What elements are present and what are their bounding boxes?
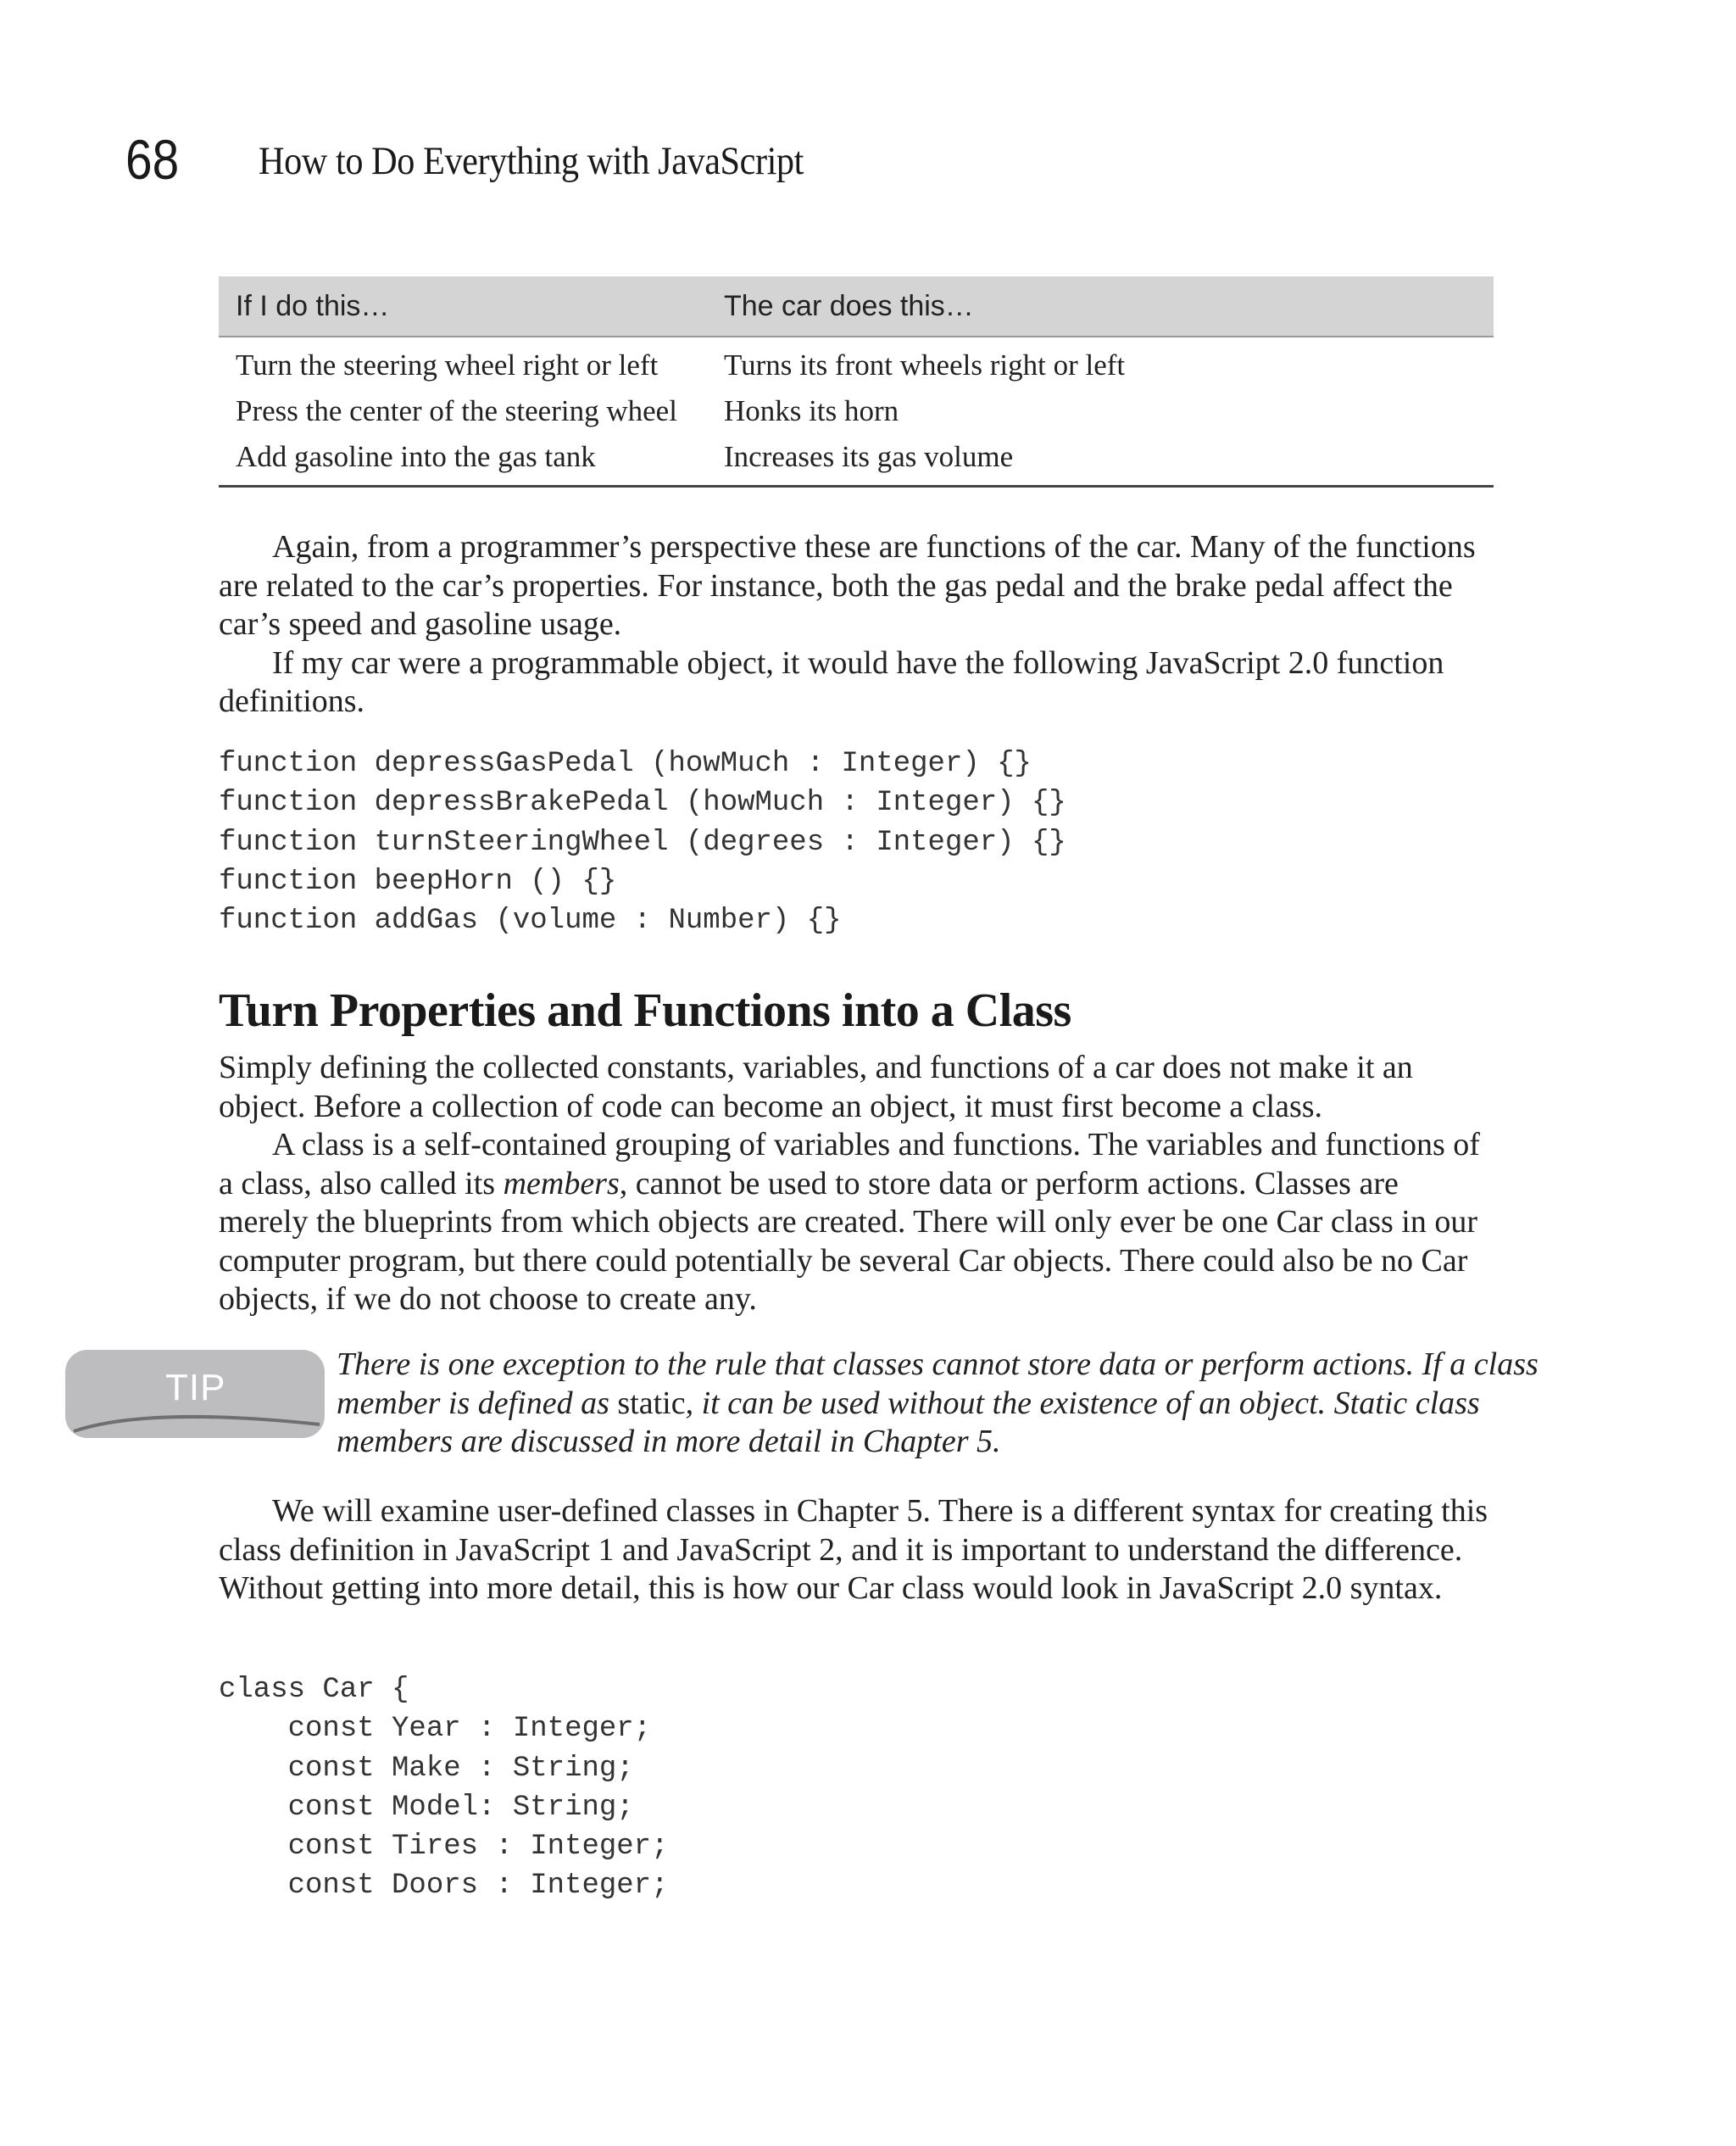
code-block-class-car: class Car { const Year : Integer; const Make : String; const Model: String; const Tires : Integer; const Doors : Integer; bbox=[219, 1674, 669, 1903]
table-cell: Honks its horn bbox=[724, 394, 899, 427]
paragraph: Simply defining the collected constants, variables, and functions of a car does not make it an object. Before a collection of code can become an object, it must first become a class. bbox=[219, 1050, 1413, 1124]
table-header-result: The car does this… bbox=[707, 276, 1494, 337]
table-row bbox=[219, 337, 1494, 388]
page-number: 68 bbox=[125, 128, 180, 191]
paragraph: A class is a self-contained grouping of variables and functions. The variables and functions of a class, also called its members, cannot be used to store data or perform actions. Classes are merely the blueprints from which objects are created. There will only ever be one Car class in our computer program, but there could potentially be several Car objects. There could also be no Car objects, if we do not choose to create any. bbox=[219, 1127, 1480, 1317]
table-cell: Increases its gas volume bbox=[707, 434, 1494, 487]
paragraph: We will examine user-defined classes in Chapter 5. There is a different syntax for creating this class definition in JavaScript 1 and JavaScript 2, and it is important to understand the difference. Without getting into more detail, this is how our Car class would look in JavaScript 2.0 syntax. bbox=[219, 1493, 1488, 1606]
table-cell: Turn the steering wheel right or left bbox=[236, 348, 659, 382]
car-functions-table bbox=[219, 276, 1494, 488]
tip-label: TIP bbox=[165, 1367, 226, 1408]
section-heading: Turn Properties and Functions into a Class bbox=[219, 984, 1071, 1037]
tip-badge bbox=[65, 1350, 325, 1438]
table-header-action: If I do this… bbox=[219, 276, 707, 337]
book-title: How to Do Everything with JavaScript bbox=[259, 139, 804, 183]
section-paragraphs bbox=[219, 1049, 1494, 1319]
static-keyword: static bbox=[617, 1385, 686, 1421]
table-cell: Press the center of the steering wheel bbox=[236, 394, 677, 427]
table-header-row bbox=[219, 276, 1494, 337]
intro-paragraphs bbox=[219, 528, 1494, 722]
code-block-functions: function depressGasPedal (howMuch : Integer) {} function depressBrakePedal (howMuch : Integer) {} function turnSteeringWheel (degrees : Integer) {} function beepHorn () {} function addGas (volume : Number) {} bbox=[219, 748, 1066, 938]
table-cell: Add gasoline into the gas tank bbox=[219, 434, 707, 487]
tip-text: There is one exception to the rule that classes cannot store data or perform actions. If a class member is defined as static, it can be used without the existence of an object. Static class members are discussed in more detail in Chapter 5. bbox=[337, 1346, 1538, 1459]
members-term: members bbox=[503, 1165, 620, 1201]
table-cell: Turns its front wheels right or left bbox=[724, 348, 1126, 382]
paragraph: Again, from a programmer’s perspective these are functions of the car. Many of the functions are related to the car’s properties. For instance, both the gas pedal and the brake pedal affect the car’s speed and gasoline usage. bbox=[219, 529, 1476, 642]
table-row bbox=[219, 388, 1494, 434]
class-syntax-paragraph bbox=[219, 1492, 1494, 1608]
paragraph: If my car were a programmable object, it would have the following JavaScript 2.0 function definitions. bbox=[219, 644, 1444, 719]
table-row bbox=[219, 434, 1494, 487]
